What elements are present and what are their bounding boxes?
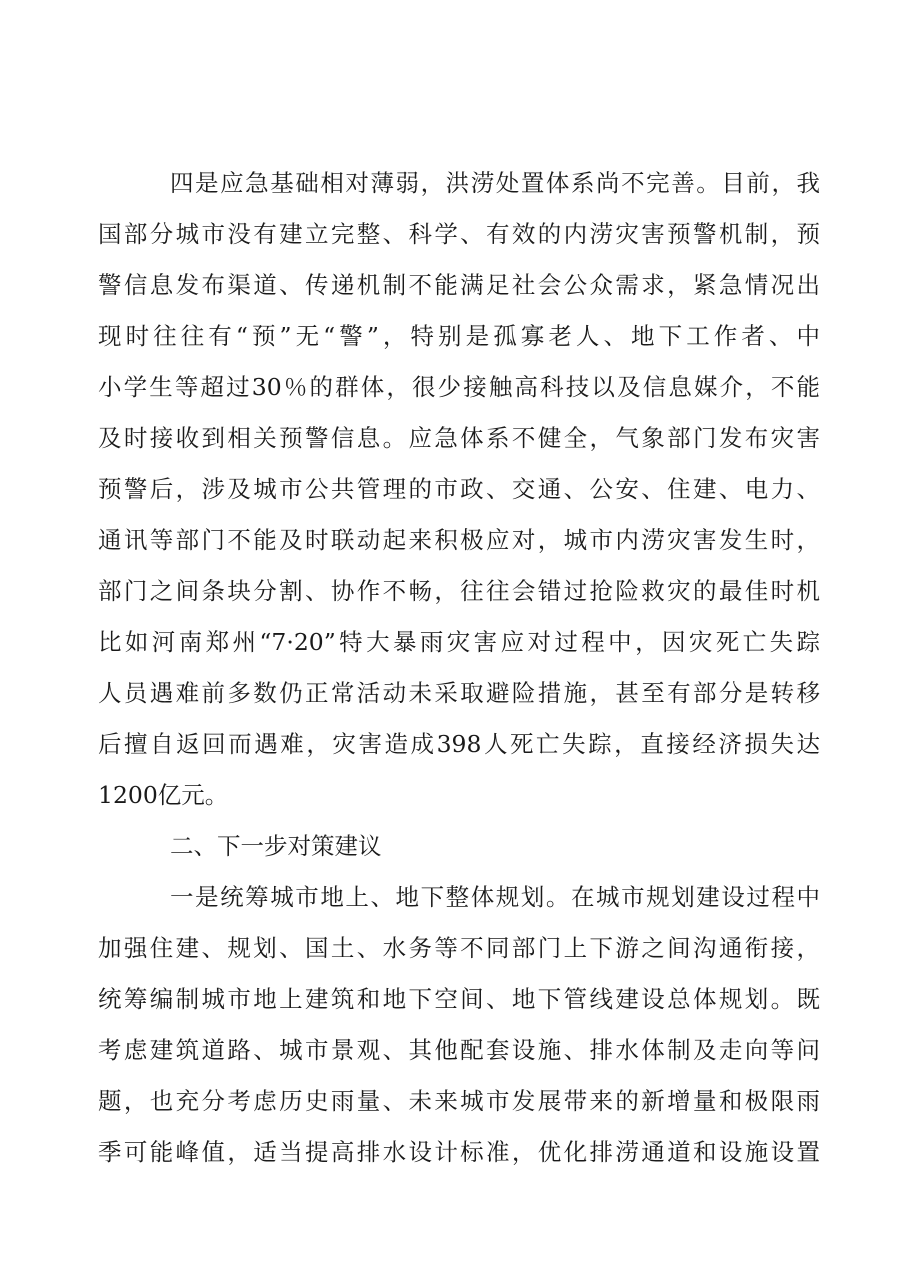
- paragraph-line: 预警后，涉及城市公共管理的市政、交通、公安、住建、电力、: [98, 475, 820, 503]
- paragraph-line: 国部分城市没有建立完整、科学、有效的内涝灾害预警机制，预: [98, 220, 820, 248]
- paragraph-line: 比如河南郑州“7·20”特大暴雨灾害应对过程中，因灾死亡失踪: [98, 628, 820, 656]
- paragraph-line: 后擅自返回而遇难，灾害造成398人死亡失踪，直接经济损失达: [98, 730, 820, 758]
- paragraph-line: 季可能峰值，适当提高排水设计标准，优化排涝通道和设施设置: [98, 1138, 820, 1166]
- paragraph-line: 1200亿元。: [98, 781, 229, 809]
- paragraph-line: 部门之间条块分割、协作不畅，往往会错过抢险救灾的最佳时机: [98, 577, 820, 605]
- paragraph-line: 考虑建筑道路、城市景观、其他配套设施、排水体制及走向等问: [98, 1036, 820, 1064]
- paragraph-line: 人员遇难前多数仍正常活动未采取避险措施，甚至有部分是转移: [98, 679, 820, 707]
- paragraph-line: 现时往往有“预”无“警”，特别是孤寡老人、地下工作者、中: [98, 322, 820, 350]
- paragraph-line: 题，也充分考虑历史雨量、未来城市发展带来的新增量和极限雨: [98, 1087, 820, 1115]
- paragraph-line: 四是应急基础相对薄弱，洪涝处置体系尚不完善。目前，我: [170, 169, 820, 197]
- section-heading: 二、下一步对策建议: [170, 832, 382, 860]
- paragraph-line: 一是统筹城市地上、地下整体规划。在城市规划建设过程中: [170, 883, 820, 911]
- paragraph-line: 统筹编制城市地上建筑和地下空间、地下管线建设总体规划。既: [98, 985, 820, 1013]
- paragraph-line: 警信息发布渠道、传递机制不能满足社会公众需求，紧急情况出: [98, 271, 820, 299]
- paragraph-line: 小学生等超过30％的群体，很少接触高科技以及信息媒介，不能: [98, 373, 820, 401]
- paragraph-line: 及时接收到相关预警信息。应急体系不健全，气象部门发布灾害: [98, 424, 820, 452]
- paragraph-line: 通讯等部门不能及时联动起来积极应对，城市内涝灾害发生时，: [98, 526, 820, 554]
- paragraph-line: 加强住建、规划、国土、水务等不同部门上下游之间沟通衔接，: [98, 934, 820, 962]
